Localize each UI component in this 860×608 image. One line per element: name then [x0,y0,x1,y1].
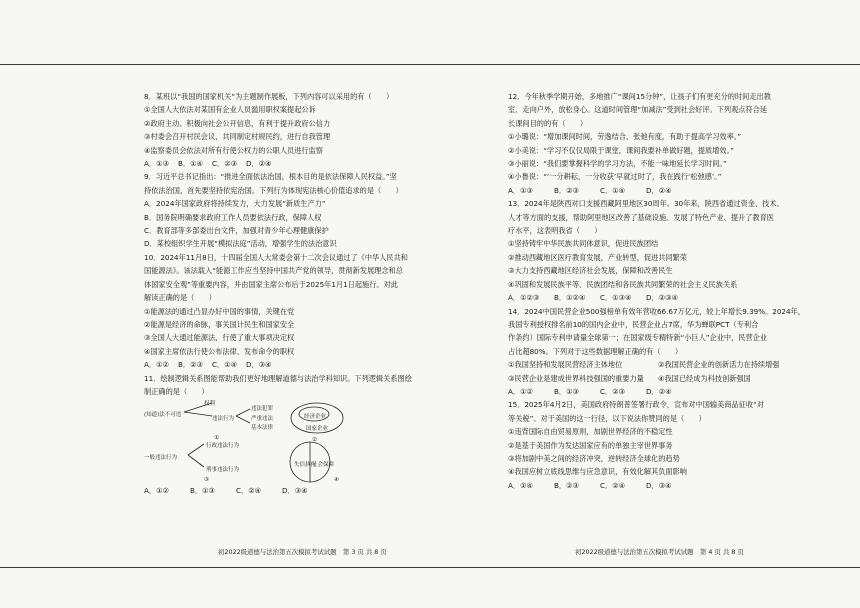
diagram3-number: ③ [204,477,209,484]
option-d: D．③④ [282,486,308,496]
question-text: 人才等方面的支援，帮助阿里地区改善了基础设施、发展了特色产业、提升了教育医 [508,212,774,222]
answer-options [508,291,840,304]
question-text: 13．2024年是陕西对口支援西藏阿里地区30周年。30年来，陕西省通过资金、技术、 [508,199,784,209]
option-a: A．①② [508,386,533,396]
choice-text: ①我国坚持和发展民营经济主体地位 [508,360,623,370]
option-a: A．2024年国家政府将持续发力，大力发展“新质生产力” [144,199,326,209]
choice-text: ③大力支持西藏地区经济社会发展，保障和改善民生 [508,266,673,276]
option-c: C．②③ [212,159,238,169]
choice-row [508,358,840,371]
option-d: D．②④ [646,185,672,195]
option-d: D．②④ [646,386,672,396]
choice-text: ③小丽说：“我们要掌握科学的学习方法，不能一味地延长学习时间。” [508,159,727,169]
question-8 [144,90,476,170]
question-text: 体国家安全观”等重要内容，并由国家主席公布后于2025年1月1日起施行。对此 [144,279,398,289]
option-d: D．某校组织学生开展“模拟法庭”活动，增强学生的法治意识 [144,239,337,249]
question-text: 11．绘制逻辑关系图能帮助我们更好地理解道德与法治学科知识。下列逻辑关系图绘 [144,373,412,383]
diagram4-number: ④ [334,477,339,484]
option-c: C．②④ [236,486,262,496]
option-a: A．①② [144,486,169,496]
diagram2-outer: 国家企业 [306,426,329,433]
option-b: B．①②④ [554,293,586,303]
option-b: B．①③ [190,486,216,496]
diagram3-leaf: 刑事违法行为 [206,467,240,474]
diagram3-root: 一般违法行为 [144,455,178,462]
choice-text: ②政府主动、积极向社会公开信息，有利于提升政府公信力 [144,118,331,128]
answer-options [144,358,476,371]
question-11 [144,372,476,498]
option-c: C．②③ [600,386,626,396]
question-text: 解读正确的是（ ） [144,293,216,303]
option-c: C．教育部等多部委出台文件，加强对青少年心理健康保护 [144,226,329,236]
option-c: C．①③④ [600,293,632,303]
question-text: 制正确的是（ ） [144,386,209,396]
choice-text: ①小璐说：“增加课间时间，劳逸结合、张弛有度，有助于提高学习效率。” [508,132,742,142]
logic-diagrams [144,400,476,484]
question-13 [508,197,840,304]
answer-options [144,484,476,497]
choice-text: ③全国人大通过能源法，行使了重大事项决定权 [144,333,295,343]
choice-text: ④国家主席依法行使公布法律、发布命令的职权 [144,346,295,356]
choice-text: ②是基于美国作为发达国家应有的单独主宰世界事务 [508,440,673,450]
option-a: A．①④ [508,480,533,490]
option-b: B．①④ [178,159,204,169]
diagram1-number: ① [214,435,219,442]
option-a: A．①②③ [508,293,540,303]
bottom-border-line [0,567,860,568]
question-9 [144,170,476,250]
answer-options [144,157,476,170]
question-text: 15．2025年4月2日，美国政府特朗普签署行政令，宣布对中国输美商品征收“对 [508,400,764,410]
choice-text: ①坚持铸牢中华民族共同体意识，促进民族团结 [508,239,659,249]
question-14 [508,305,840,399]
diagram1-leaf: 基本法律 [251,425,274,432]
left-page-footer: 初2022级道德与法治第五次模拟考试试题 第 3 页 共 8 页 [218,548,387,556]
choice-text: ①违背国际自由贸易原则，加剧世界经济的不稳定性 [508,427,673,437]
choice-text: ④监察委员会依法对所有行使公权力的公职人员进行监察 [144,145,323,155]
choice-row [508,372,840,385]
choice-text: ②推动西藏地区医疗教育发展，产业转型，促进共同繁荣 [508,252,687,262]
question-text: 长课间目的的有（ ） [508,118,588,128]
choice-text: ④我国应树立底线思维与应急意识，有效化解其负面影响 [508,467,687,477]
question-text: 疗水平，这表明我省（ ） [508,226,602,236]
question-text: 10．2024年11月8日，十四届全国人大常委会第十二次会议通过了《中华人民共和 [144,252,408,262]
choice-text: ②能源是经济的命脉，事关国计民生和国家安全 [144,319,295,329]
option-b: B．②③ [178,360,204,370]
choice-text: ①全国人大依法对某国有企业人员滥用职权案提起公诉 [144,105,316,115]
choice-text: ④小鲁说：“‘一分耕耘，一分收获’早就过时了，我在践行‘松弛感’。” [508,172,722,182]
choice-text: ③村委会召开村民会议，共同制定村规民约，进行自我管理 [144,132,331,142]
right-page [508,90,840,492]
option-d: D．②③④ [646,293,679,303]
diagram1-branch: 权利 [204,401,216,408]
question-text: 室、走向户外，放松身心。这道时间管理“加减法”受到社会好评。下列观点符合延 [508,105,768,115]
diagram1-root: (知道)法不可违 [144,412,182,419]
choice-text: ③将加剧中美之间的经济冲突，逆转经济全球化的趋势 [508,453,680,463]
left-page [144,90,476,498]
answer-options [508,184,840,197]
diagram1-leaf: 违法犯罪 [251,406,274,413]
question-text: 12．今年秋季学期开始，多地推广“课间15分钟”，让孩子们有更充分的时间走出教 [508,92,771,101]
option-a: A．①② [144,360,169,370]
question-text: 国能源法》。该法载入“能源工作应当坚持中国共产党的领导，贯彻新发展理念和总 [144,266,403,276]
option-d: D．②④ [246,159,272,169]
option-c: C．①④ [600,185,626,195]
choice-text: ②小美说：“学习不仅仅局限于课堂，课间我要补单做好题，提质增效。” [508,145,734,155]
diagram3-leaf: 行政违法行为 [206,443,240,450]
diagram1-leaf: 严重违法 [251,416,274,423]
option-a: A．①③ [144,159,169,169]
option-b: B．②③ [554,185,580,195]
top-border-line [0,64,860,65]
option-b: B．②③ [554,480,580,490]
question-text: 我国专利授权排名前10的国内企业中，民营企业占7席，华为蝉联PCT（专利合 [508,319,759,329]
answer-options [508,385,840,398]
diagram4-right: 社会保障 [312,462,335,469]
option-b: B．①③ [554,386,580,396]
diagram1-branch: 违法行为 [212,416,235,423]
question-15 [508,398,840,492]
choice-text: ①能源法的通过凸显办好中国的事情，关键在党 [144,306,295,316]
question-text: 8．某班以“我国的国家机关”为主题制作展板，下列内容可以采用的有（ ） [144,92,394,101]
question-text: 占比超80%。下列对于这些数据理解正确的有（ ） [508,346,683,356]
diagram2-number: ② [312,437,317,444]
option-d: D．③④ [246,360,272,370]
diagram2-inner: 经济企业 [304,414,327,421]
question-text: 9．习近平总书记指出：“推进全面依法治国，根本目的是依法保障人民权益。”坚 [144,172,397,182]
right-page-footer: 初2022级道德与法治第五次模拟考试试题 第 4 页 共 8 页 [575,548,744,556]
question-text: 等关税”。对于美国的这一行径，以下说法你赞同的是（ ） [508,413,706,423]
option-c: C．①④ [212,360,238,370]
question-text: 持依法治国，首先要坚持依宪治国。下列行为体现宪法核心价值追求的是（ ） [144,185,403,195]
question-text: 14．2024中国民营企业500强榜单有效年营收66.67万亿元，较上年增长9.39%。2024年， [508,306,805,316]
answer-options [508,479,840,492]
choice-text: ②我国民营企业的创新活力在持续增强 [658,360,780,370]
choice-text: ④巩固和发展民族平等、民族团结和各民族共同繁荣的社会主义民族关系 [508,279,738,289]
choice-text: ④我国已经成为科技创新强国 [658,373,751,383]
choice-text: ③民营企业是建成世界科技强国的重要力量 [508,373,644,383]
option-d: D．③④ [646,480,672,490]
option-c: C．②④ [600,480,626,490]
option-a: A．①③ [508,185,533,195]
question-10 [144,251,476,372]
question-text: 作条约）国际专利申请量全球第一；在国家级专精特新“小巨人”企业中，民营企业 [508,333,768,343]
question-12 [508,90,840,197]
diagram4-left: 失信执行 [294,462,317,469]
option-b: B．国务院明确要求政府工作人员要依法行政，保障人权 [144,212,322,222]
